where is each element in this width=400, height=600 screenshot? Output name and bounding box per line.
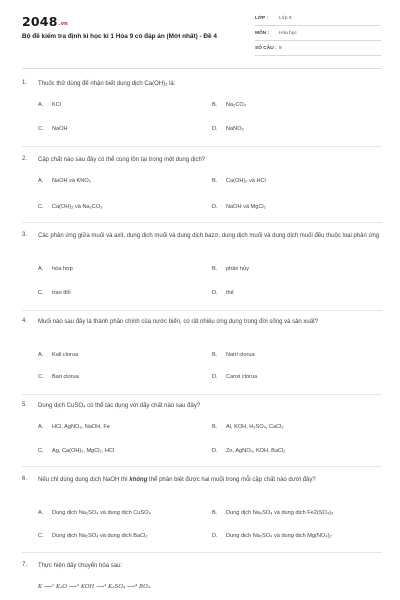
option-b[interactable]: B. Natri clorua	[212, 352, 255, 358]
option-a[interactable]: A. Dung dịch Na₂SO₄ và dung dịch CuSO₄	[38, 510, 151, 516]
question-text: Muối nào sau đây là thành phần chính của nước biển, có rất nhiều ứng dụng trong đời sống và sản xuất?	[38, 319, 319, 325]
question-text: Cặp chất nào sau đây có thể cùng tồn tại trong một dung dịch?	[38, 157, 206, 163]
question-text: Các phản ứng giữa muối và axit, dung dịch muối và dung dịch bazơ, dung dịch muối và dung dịch muối đều thuộc loại phản ứng	[38, 233, 380, 239]
option-d[interactable]: D. thế	[212, 290, 234, 296]
option-a[interactable]: A. HCl, AgNO₃, NaOH, Fe	[38, 424, 110, 430]
emphasis-not: không	[129, 477, 148, 483]
option-b[interactable]: B. Dung dịch Na₂SO₄ và dung dịch Fe2(SO₄)₃	[212, 510, 334, 516]
question-divider	[22, 222, 382, 223]
option-c[interactable]: C. Dung dịch Na₂SO₄ và dung dịch BaCl₂	[38, 533, 148, 539]
meta-count: SỐ CÂU : 9	[255, 44, 381, 56]
option-c[interactable]: C. trao đổi	[38, 290, 71, 296]
option-d[interactable]: D. Canxi clorua	[212, 374, 258, 380]
option-a[interactable]: A. NaOH và KNO₃	[38, 178, 91, 184]
question-text: Nếu chỉ dùng dung dịch NaOH thì không thể phân biệt được hai muối trong mỗi cặp chất nào dưới đây?	[38, 477, 316, 483]
question-divider	[22, 310, 382, 311]
conversion-chain: K ⟶¹ K₂O ⟶² KOH ⟶³ K₂SO₄ ⟶⁴ BO₄	[38, 584, 151, 590]
option-c[interactable]: C. Ca(OH)₂ và Na₂CO₃	[38, 204, 103, 210]
option-c[interactable]: C. Ag, Ca(OH)₂, MgCl₂, HCl	[38, 448, 115, 454]
exam-meta	[255, 14, 381, 59]
site-logo[interactable]: $2048^{.vn}$	[22, 14, 68, 29]
option-d[interactable]: D. NaNO₃	[212, 126, 244, 132]
option-b[interactable]: B. phân hủy	[212, 266, 250, 272]
question-text: Thực hiện dãy chuyển hóa sau:	[38, 563, 123, 569]
option-c[interactable]: C. Bari clorua	[38, 374, 79, 380]
option-b[interactable]: B. Ca(OH)₂ và HCl	[212, 178, 266, 184]
page-title: Bộ đề kiểm tra định kì học kì 1 Hóa 9 có đáp án (Mới nhất) - Đề 4	[22, 33, 217, 40]
option-a[interactable]: A. hóa hợp	[38, 266, 73, 272]
meta-class: LỚP : Lớp 9	[255, 14, 381, 26]
question-text: Dung dịch CuSO₄ có thể tác dụng với dãy chất nào sau đây?	[38, 403, 201, 409]
option-b[interactable]: B. Na₂CO₃	[212, 102, 246, 108]
option-a[interactable]: A. Kali clorua	[38, 352, 79, 358]
option-c[interactable]: C. NaOH	[38, 126, 68, 132]
option-d[interactable]: D. Zn, AgNO₃, KOH, BaCl₂	[212, 448, 286, 454]
question-divider	[22, 466, 382, 467]
question-text: Thuốc thử dùng để nhận biết dung dịch Ca(OH)₂ là:	[38, 81, 176, 87]
option-d[interactable]: D. NaOH và MgCl₂	[212, 204, 266, 210]
meta-subject: MÔN : Hóa học	[255, 29, 381, 41]
question-divider	[22, 146, 382, 147]
option-d[interactable]: D. Dung dịch Na₂SO₄ và dung dịch Mg(NO₄)₂	[212, 533, 332, 539]
option-a[interactable]: A. KCl	[38, 102, 62, 108]
header-divider	[22, 68, 382, 69]
question-divider	[22, 394, 382, 395]
option-b[interactable]: B. Al, KOH, H₂SO₄, CaCl₂	[212, 424, 284, 430]
page-header	[22, 12, 382, 58]
question-divider	[22, 552, 382, 553]
